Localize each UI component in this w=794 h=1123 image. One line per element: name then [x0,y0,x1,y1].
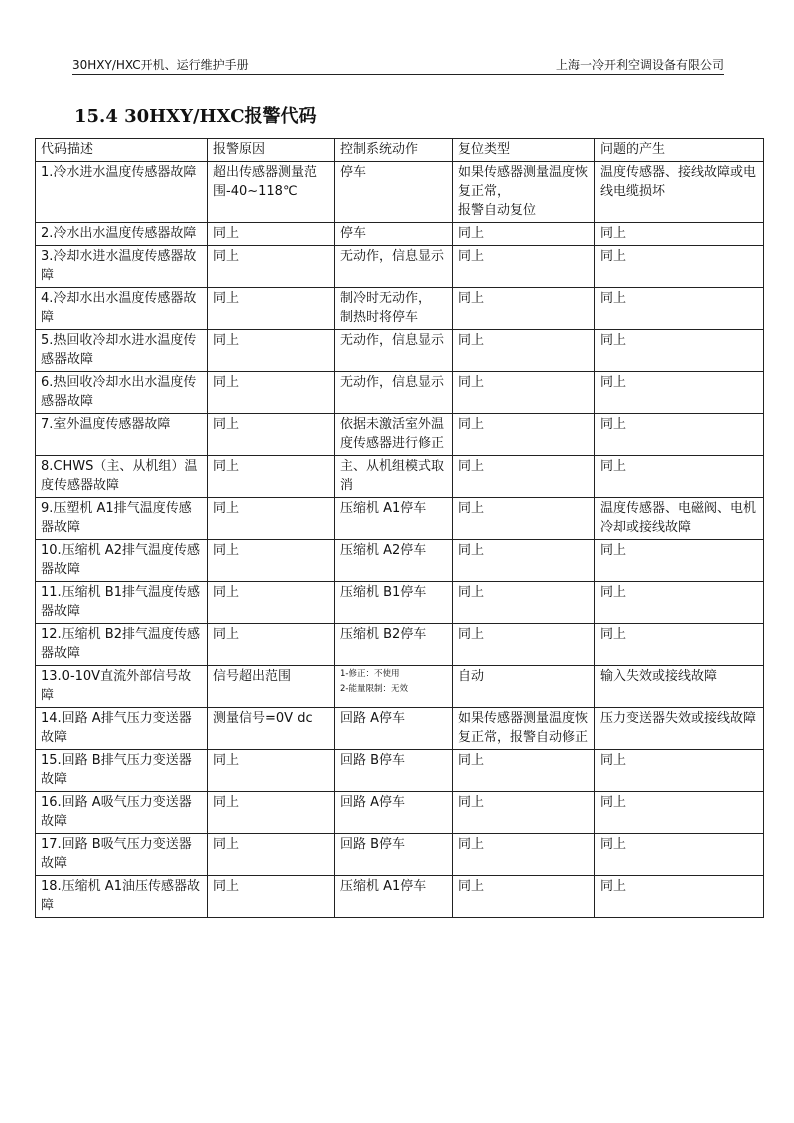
alarm-code-table [35,138,764,918]
cell-code-description: 8.CHWS（主、从机组）温度传感器故障 [36,456,208,498]
cell-alarm-cause: 同上 [208,792,335,834]
cell-control-action: 回路 B停车 [335,834,453,876]
cell-problem-source: 同上 [595,246,764,288]
cell-reset-type: 同上 [453,540,595,582]
cell-alarm-cause: 同上 [208,246,335,288]
cell-code-description: 6.热回收冷却水出水温度传感器故障 [36,372,208,414]
table-row [36,876,764,918]
cell-alarm-cause: 同上 [208,223,335,246]
cell-control-action: 依据未激活室外温度传感器进行修正 [335,414,453,456]
cell-reset-type: 同上 [453,750,595,792]
cell-alarm-cause: 同上 [208,288,335,330]
cell-problem-source: 同上 [595,288,764,330]
cell-control-action: 无动作，信息显示 [335,246,453,288]
cell-reset-type: 同上 [453,288,595,330]
cell-alarm-cause: 同上 [208,834,335,876]
cell-reset-type: 同上 [453,582,595,624]
cell-problem-source: 温度传感器、接线故障或电线电缆损坏 [595,162,764,223]
cell-control-action: 1-修正：不使用 2-能量限制：无效 [335,666,453,708]
cell-problem-source: 同上 [595,582,764,624]
cell-reset-type: 同上 [453,624,595,666]
table-row [36,834,764,876]
section-title: 15.4 30HXY/HXC报警代码 [74,106,317,127]
cell-alarm-cause: 同上 [208,750,335,792]
cell-alarm-cause: 信号超出范围 [208,666,335,708]
table-row [36,414,764,456]
table-row [36,246,764,288]
table-row [36,540,764,582]
cell-reset-type: 自动 [453,666,595,708]
cell-reset-type: 同上 [453,456,595,498]
table-row [36,288,764,330]
cell-alarm-cause: 同上 [208,498,335,540]
table-body [36,162,764,918]
table-row [36,498,764,540]
page-header [72,56,724,75]
cell-code-description: 14.回路 A排气压力变送器故障 [36,708,208,750]
column-header-alarm-cause: 报警原因 [208,139,335,162]
table-row [36,330,764,372]
cell-problem-source: 同上 [595,540,764,582]
cell-reset-type: 同上 [453,834,595,876]
cell-alarm-cause: 同上 [208,582,335,624]
header-manual-title: 30HXY/HXC开机、运行维护手册 [72,58,249,72]
cell-control-action: 压缩机 A2停车 [335,540,453,582]
cell-problem-source: 压力变送器失效或接线故障 [595,708,764,750]
cell-problem-source: 同上 [595,834,764,876]
cell-control-action: 停车 [335,223,453,246]
column-header-problem-source: 问题的产生 [595,139,764,162]
cell-reset-type: 如果传感器测量温度恢复正常， 报警自动复位 [453,162,595,223]
cell-alarm-cause: 同上 [208,414,335,456]
cell-control-action: 无动作，信息显示 [335,372,453,414]
table-row [36,456,764,498]
cell-problem-source: 温度传感器、电磁阀、电机冷却或接线故障 [595,498,764,540]
cell-control-action: 无动作，信息显示 [335,330,453,372]
cell-alarm-cause: 测量信号=0V dc [208,708,335,750]
cell-control-action: 主、从机组模式取消 [335,456,453,498]
cell-problem-source: 同上 [595,750,764,792]
cell-alarm-cause: 同上 [208,624,335,666]
cell-alarm-cause: 同上 [208,330,335,372]
cell-reset-type: 同上 [453,792,595,834]
cell-reset-type: 同上 [453,876,595,918]
cell-reset-type: 如果传感器测量温度恢复正常，报警自动修正 [453,708,595,750]
cell-reset-type: 同上 [453,498,595,540]
cell-code-description: 1.冷水进水温度传感器故障 [36,162,208,223]
table-row [36,708,764,750]
table-row [36,624,764,666]
cell-code-description: 13.0-10V直流外部信号故障 [36,666,208,708]
cell-control-action: 压缩机 A1停车 [335,876,453,918]
cell-code-description: 3.冷却水进水温度传感器故障 [36,246,208,288]
cell-reset-type: 同上 [453,372,595,414]
cell-alarm-cause: 同上 [208,456,335,498]
cell-control-action: 回路 A停车 [335,792,453,834]
cell-problem-source: 输入失效或接线故障 [595,666,764,708]
table-row [36,666,764,708]
cell-code-description: 12.压缩机 B2排气温度传感器故障 [36,624,208,666]
cell-reset-type: 同上 [453,246,595,288]
cell-code-description: 15.回路 B排气压力变送器故障 [36,750,208,792]
table-header-row [36,139,764,162]
header-company-name: 上海一冷开利空调设备有限公司 [555,58,724,72]
cell-code-description: 18.压缩机 A1油压传感器故障 [36,876,208,918]
cell-alarm-cause: 同上 [208,876,335,918]
cell-alarm-cause: 超出传感器测量范围-40~118℃ [208,162,335,223]
cell-control-action: 压缩机 B2停车 [335,624,453,666]
column-header-code-description: 代码描述 [36,139,208,162]
cell-code-description: 16.回路 A吸气压力变送器故障 [36,792,208,834]
cell-code-description: 4.冷却水出水温度传感器故障 [36,288,208,330]
cell-problem-source: 同上 [595,456,764,498]
cell-reset-type: 同上 [453,414,595,456]
table-row [36,372,764,414]
cell-problem-source: 同上 [595,792,764,834]
cell-problem-source: 同上 [595,876,764,918]
column-header-reset-type: 复位类型 [453,139,595,162]
table-row [36,792,764,834]
cell-code-description: 9.压塑机 A1排气温度传感器故障 [36,498,208,540]
cell-code-description: 5.热回收冷却水进水温度传感器故障 [36,330,208,372]
cell-problem-source: 同上 [595,624,764,666]
cell-control-action: 压缩机 B1停车 [335,582,453,624]
table-row [36,162,764,223]
cell-alarm-cause: 同上 [208,372,335,414]
cell-alarm-cause: 同上 [208,540,335,582]
cell-control-action: 制冷时无动作， 制热时将停车 [335,288,453,330]
table-row [36,750,764,792]
cell-code-description: 17.回路 B吸气压力变送器故障 [36,834,208,876]
cell-reset-type: 同上 [453,223,595,246]
cell-control-action: 回路 A停车 [335,708,453,750]
cell-control-action: 停车 [335,162,453,223]
column-header-control-action: 控制系统动作 [335,139,453,162]
cell-control-action: 压缩机 A1停车 [335,498,453,540]
cell-control-action: 回路 B停车 [335,750,453,792]
cell-problem-source: 同上 [595,414,764,456]
cell-problem-source: 同上 [595,223,764,246]
cell-problem-source: 同上 [595,330,764,372]
cell-code-description: 7.室外温度传感器故障 [36,414,208,456]
cell-reset-type: 同上 [453,330,595,372]
cell-code-description: 10.压缩机 A2排气温度传感器故障 [36,540,208,582]
table-row [36,582,764,624]
table-row [36,223,764,246]
cell-problem-source: 同上 [595,372,764,414]
cell-code-description: 11.压缩机 B1排气温度传感器故障 [36,582,208,624]
cell-code-description: 2.冷水出水温度传感器故障 [36,223,208,246]
